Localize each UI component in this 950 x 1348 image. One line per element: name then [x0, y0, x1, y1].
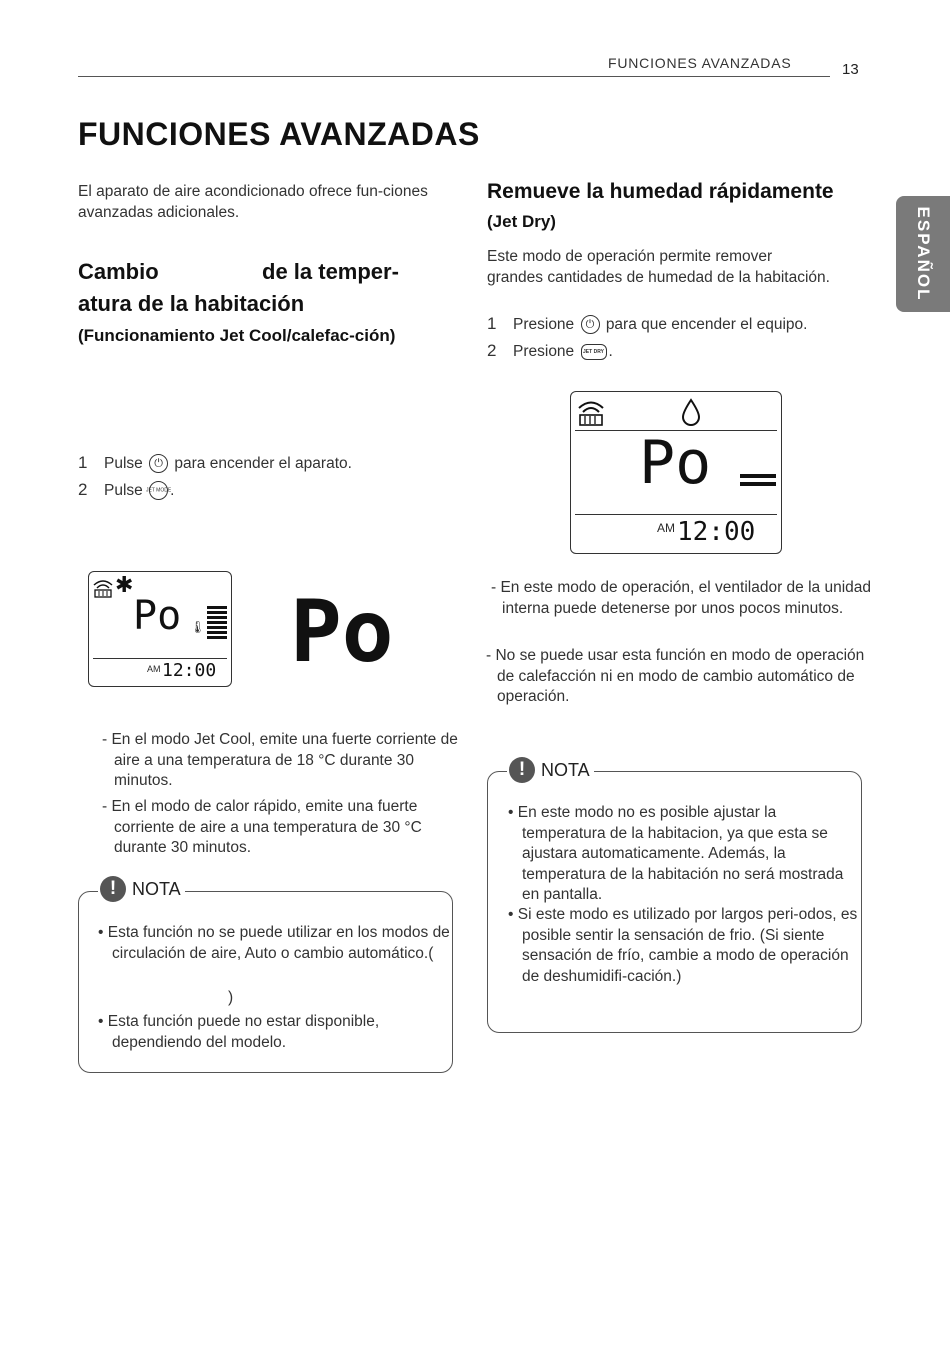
lcd-am: AM	[657, 521, 675, 535]
power-button-icon: ⏻	[581, 315, 600, 334]
lcd-po-readout: Po	[639, 428, 712, 498]
left-bullet-2: - En el modo de calor rápido, emite una fuerte corriente de aire a una temperatura de 30 °C durante 30 minutos.	[102, 798, 422, 856]
lcd-divider	[93, 658, 227, 659]
right-note-header	[507, 757, 594, 783]
right-note-item-1: • En este modo no es posible ajustar la temperatura de la habitacion, ya que esta se ajustara automaticamente. Además, la temperatura de la habitación no será mostrada en pantalla.	[508, 804, 844, 903]
step-text: .	[608, 343, 613, 360]
thermometer-icon: 🌡	[190, 620, 206, 634]
exclamation-icon: !	[100, 876, 126, 902]
step-number: 2	[487, 341, 497, 360]
right-intro: Este modo de operación permite remover grandes cantidades de humedad de la habitación.	[487, 248, 830, 286]
left-note-header	[98, 876, 185, 902]
step-text: para encender el aparato.	[174, 455, 352, 472]
right-bullet-1: - En este modo de operación, el ventilador de la unidad interna puede detenerse por unos pocos minutos.	[491, 579, 871, 617]
left-step-2	[78, 480, 174, 501]
left-step-1	[78, 453, 352, 474]
step-number: 1	[78, 453, 88, 472]
snowflake-icon: ✱	[115, 572, 134, 597]
left-heading-part1: Cambio	[78, 259, 159, 284]
step-text: .	[170, 482, 175, 499]
lcd-time: 12:00	[677, 517, 756, 547]
lcd-divider-bottom	[575, 514, 777, 515]
step-number: 1	[487, 314, 497, 333]
step-text: Pulse	[104, 482, 143, 499]
wifi-signal-icon	[576, 396, 606, 428]
lcd-am: AM	[147, 664, 161, 674]
right-step-1	[487, 314, 807, 335]
note-label: NOTA	[541, 759, 590, 780]
step-text: Presione	[513, 316, 575, 333]
language-tab-label: ESPAÑOL	[914, 206, 933, 302]
lcd-display-jet-cool	[88, 571, 232, 687]
right-step-2	[487, 341, 613, 362]
left-note-item-1-close: )	[228, 989, 234, 1006]
right-note-item-2: • Si este modo es utilizado por largos peri-odos, es posible sentir la sensación de frio. (Si siente sensación de frío, cambie a modo de operación de deshumidifi-cación.)	[508, 906, 858, 985]
water-drop-icon	[679, 398, 703, 428]
jet-mode-button-icon: JET MODE	[149, 481, 168, 500]
step-text: para que encender el equipo.	[605, 316, 808, 333]
left-heading-part2: de la temper-	[262, 259, 399, 284]
step-text: Pulse	[104, 455, 143, 472]
large-po-readout: Po	[290, 582, 394, 682]
step-number: 2	[78, 480, 88, 499]
lcd-display-jet-dry	[570, 391, 782, 554]
right-bullet-2: - No se puede usar esta función en modo de operación de calefacción ni en modo de cambio automático de operación.	[486, 647, 865, 705]
running-header: FUNCIONES AVANZADAS	[608, 55, 792, 71]
left-heading-line2: atura de la habitación	[78, 291, 305, 316]
fan-speed-bars-icon	[739, 472, 777, 488]
exclamation-icon: !	[509, 757, 535, 783]
right-subheading: (Jet Dry)	[487, 212, 556, 231]
page-number: 13	[842, 61, 859, 78]
lcd-po-readout: Po	[133, 593, 182, 639]
step-text: Presione	[513, 343, 575, 360]
left-note-item-2: • Esta función puede no estar disponible, dependiendo del modelo.	[98, 1013, 380, 1051]
language-tab	[896, 196, 950, 312]
right-heading: Remueve la humedad rápidamente	[487, 180, 834, 203]
page-title: FUNCIONES AVANZADAS	[78, 116, 480, 152]
fan-speed-bars-icon	[205, 605, 229, 643]
note-label: NOTA	[132, 878, 181, 899]
left-subheading: (Funcionamiento Jet Cool/calefac-ción)	[78, 326, 396, 345]
power-button-icon: ⏻	[149, 454, 168, 473]
left-note-item-1: • Esta función no se puede utilizar en los modos de circulación de aire, Auto o cambio automático.(	[98, 924, 450, 962]
lcd-time: 12:00	[162, 660, 217, 681]
header-rule	[78, 76, 830, 77]
left-intro: El aparato de aire acondicionado ofrece fun-ciones avanzadas adicionales.	[78, 183, 428, 221]
wifi-signal-icon	[92, 576, 114, 598]
jet-dry-button-icon: JET DRY	[581, 344, 607, 360]
left-bullet-1: - En el modo Jet Cool, emite una fuerte corriente de aire a una temperatura de 18 °C durante 30 minutos.	[102, 731, 458, 789]
